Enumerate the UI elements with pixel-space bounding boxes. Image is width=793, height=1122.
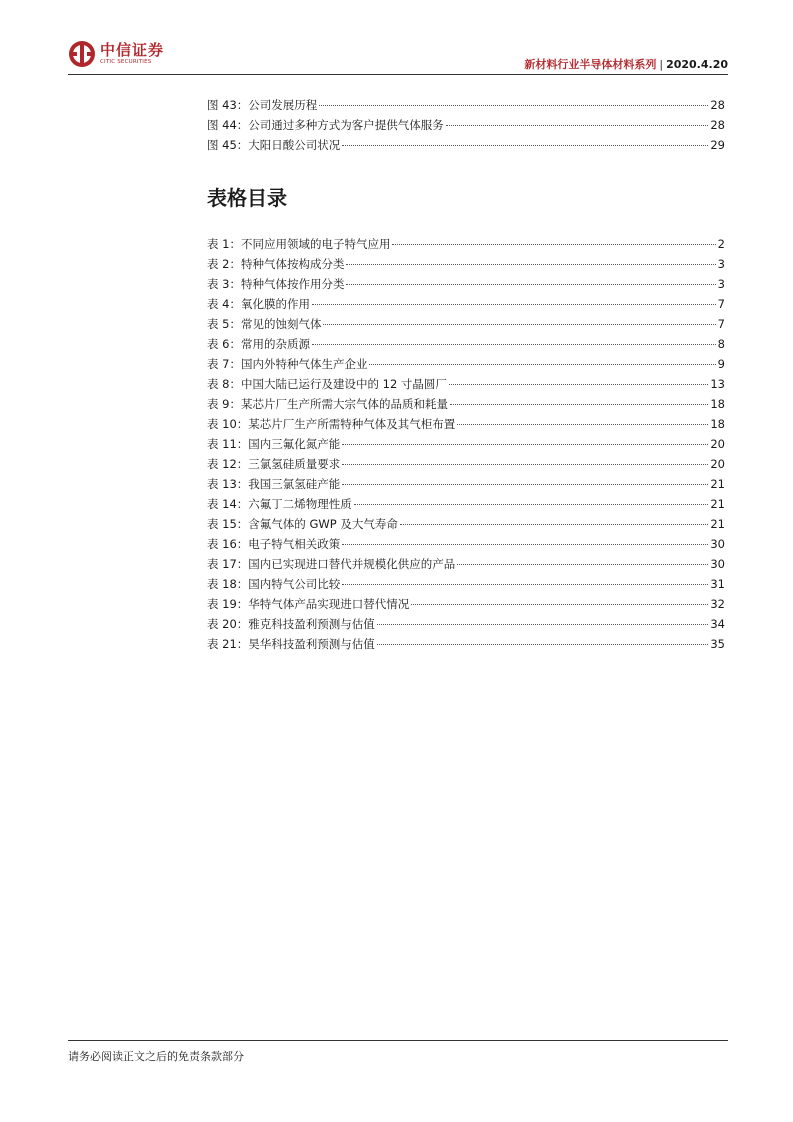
footer-disclaimer: 请务必阅读正文之后的免责条款部分	[68, 1050, 244, 1063]
toc-entry-label: 图 43：公司发展历程	[207, 98, 318, 112]
toc-entry-label: 表 9：某芯片厂生产所需大宗气体的品质和耗量	[207, 397, 448, 411]
toc-leader-dots	[446, 125, 709, 126]
toc-entry[interactable]	[207, 636, 725, 656]
header-divider	[68, 74, 728, 75]
toc-entry[interactable]	[207, 516, 725, 536]
toc-entry-page: 8	[717, 337, 725, 351]
toc-entry-page: 29	[710, 138, 725, 152]
table-toc-list	[207, 236, 725, 656]
report-series-info	[524, 56, 728, 72]
toc-entry-page: 28	[710, 98, 725, 112]
toc-entry[interactable]	[207, 476, 725, 496]
toc-entry-page: 35	[710, 637, 725, 651]
toc-entry[interactable]	[207, 296, 725, 316]
toc-entry[interactable]	[207, 236, 725, 256]
toc-entry-page: 3	[717, 277, 725, 291]
toc-entry-label: 表 4：氧化膜的作用	[207, 297, 310, 311]
toc-entry[interactable]	[207, 256, 725, 276]
toc-entry-label: 表 16：电子特气相关政策	[207, 537, 341, 551]
toc-entry-page: 7	[717, 317, 725, 331]
toc-entry-page: 30	[710, 537, 725, 551]
toc-entry-page: 2	[717, 237, 725, 251]
toc-entry[interactable]	[207, 576, 725, 596]
toc-leader-dots	[450, 404, 708, 405]
toc-entry[interactable]	[207, 436, 725, 456]
toc-entry-label: 图 44：公司通过多种方式为客户提供气体服务	[207, 118, 444, 132]
toc-entry-label: 表 1：不同应用领域的电子特气应用	[207, 237, 391, 251]
toc-entry-page: 21	[710, 517, 725, 531]
toc-entry-page: 9	[717, 357, 725, 371]
report-date: 2020.4.20	[666, 58, 728, 71]
toc-entry-label: 表 19：华特气体产品实现进口替代情况	[207, 597, 410, 611]
toc-leader-dots	[342, 484, 708, 485]
toc-leader-dots	[342, 544, 708, 545]
toc-entry-label: 表 21：昊华科技盈利预测与估值	[207, 637, 375, 651]
toc-leader-dots	[346, 264, 715, 265]
citic-logo-icon	[68, 40, 96, 68]
toc-leader-dots	[457, 564, 708, 565]
toc-entry-label: 表 12：三氯氢硅质量要求	[207, 457, 341, 471]
logo-english-name: CITIC SECURITIES	[100, 58, 152, 65]
toc-entry[interactable]	[207, 456, 725, 476]
toc-entry-label: 表 7：国内外特种气体生产企业	[207, 357, 368, 371]
toc-entry[interactable]	[207, 496, 725, 516]
toc-entry[interactable]	[207, 336, 725, 356]
toc-entry-label: 表 15：含氟气体的 GWP 及大气寿命	[207, 517, 398, 531]
toc-entry-label: 表 20：雅克科技盈利预测与估值	[207, 617, 375, 631]
toc-leader-dots	[457, 424, 708, 425]
toc-entry[interactable]	[207, 137, 725, 157]
toc-leader-dots	[342, 444, 708, 445]
toc-entry[interactable]	[207, 276, 725, 296]
toc-entry[interactable]	[207, 616, 725, 636]
toc-entry[interactable]	[207, 416, 725, 436]
toc-entry-label: 表 2：特种气体按构成分类	[207, 257, 345, 271]
toc-leader-dots	[312, 344, 716, 345]
header-separator: |	[659, 58, 664, 71]
toc-entry-label: 表 5：常见的蚀刻气体	[207, 317, 322, 331]
tables-toc-title: 表格目录	[207, 186, 287, 210]
toc-leader-dots	[411, 604, 708, 605]
toc-leader-dots	[392, 244, 715, 245]
toc-leader-dots	[323, 324, 715, 325]
citic-logo	[68, 40, 164, 68]
toc-entry-label: 表 18：国内特气公司比较	[207, 577, 341, 591]
toc-leader-dots	[342, 464, 708, 465]
toc-leader-dots	[369, 364, 715, 365]
toc-entry-page: 31	[710, 577, 725, 591]
logo-chinese-name: 中信证券	[100, 40, 165, 59]
toc-entry-page: 32	[710, 597, 725, 611]
toc-entry-label: 表 3：特种气体按作用分类	[207, 277, 345, 291]
toc-entry[interactable]	[207, 596, 725, 616]
toc-entry[interactable]	[207, 316, 725, 336]
toc-entry[interactable]	[207, 536, 725, 556]
toc-entry-label: 表 13：我国三氯氢硅产能	[207, 477, 341, 491]
toc-entry-page: 13	[710, 377, 725, 391]
toc-leader-dots	[377, 624, 709, 625]
toc-entry-page: 18	[710, 397, 725, 411]
figure-toc-list	[207, 97, 725, 157]
toc-entry-label: 表 8：中国大陆已运行及建设中的 12 寸晶圆厂	[207, 377, 447, 391]
toc-entry-label: 表 10：某芯片厂生产所需特种气体及其气柜布置	[207, 417, 456, 431]
page-header	[68, 38, 728, 78]
toc-entry-page: 28	[710, 118, 725, 132]
toc-entry-page: 7	[717, 297, 725, 311]
toc-leader-dots	[312, 304, 716, 305]
toc-entry[interactable]	[207, 97, 725, 117]
report-series: 新材料行业半导体材料系列	[524, 58, 657, 71]
toc-entry-page: 30	[710, 557, 725, 571]
toc-entry[interactable]	[207, 556, 725, 576]
toc-entry[interactable]	[207, 356, 725, 376]
toc-leader-dots	[354, 504, 709, 505]
toc-entry[interactable]	[207, 376, 725, 396]
toc-leader-dots	[346, 284, 715, 285]
toc-entry-label: 表 6：常用的杂质源	[207, 337, 310, 351]
toc-leader-dots	[319, 105, 708, 106]
toc-entry-page: 20	[710, 457, 725, 471]
toc-leader-dots	[342, 584, 708, 585]
toc-entry-label: 表 17：国内已实现进口替代并规模化供应的产品	[207, 557, 456, 571]
footer-divider	[68, 1040, 728, 1041]
toc-entry[interactable]	[207, 396, 725, 416]
toc-leader-dots	[400, 524, 709, 525]
toc-entry[interactable]	[207, 117, 725, 137]
toc-entry-page: 21	[710, 477, 725, 491]
toc-leader-dots	[377, 644, 709, 645]
toc-entry-label: 图 45：大阳日酸公司状况	[207, 138, 341, 152]
toc-leader-dots	[342, 145, 708, 146]
toc-entry-page: 3	[717, 257, 725, 271]
toc-entry-label: 表 11：国内三氟化氮产能	[207, 437, 341, 451]
toc-entry-label: 表 14：六氟丁二烯物理性质	[207, 497, 352, 511]
toc-entry-page: 21	[710, 497, 725, 511]
toc-entry-page: 20	[710, 437, 725, 451]
toc-leader-dots	[449, 384, 708, 385]
toc-entry-page: 34	[710, 617, 725, 631]
toc-entry-page: 18	[710, 417, 725, 431]
